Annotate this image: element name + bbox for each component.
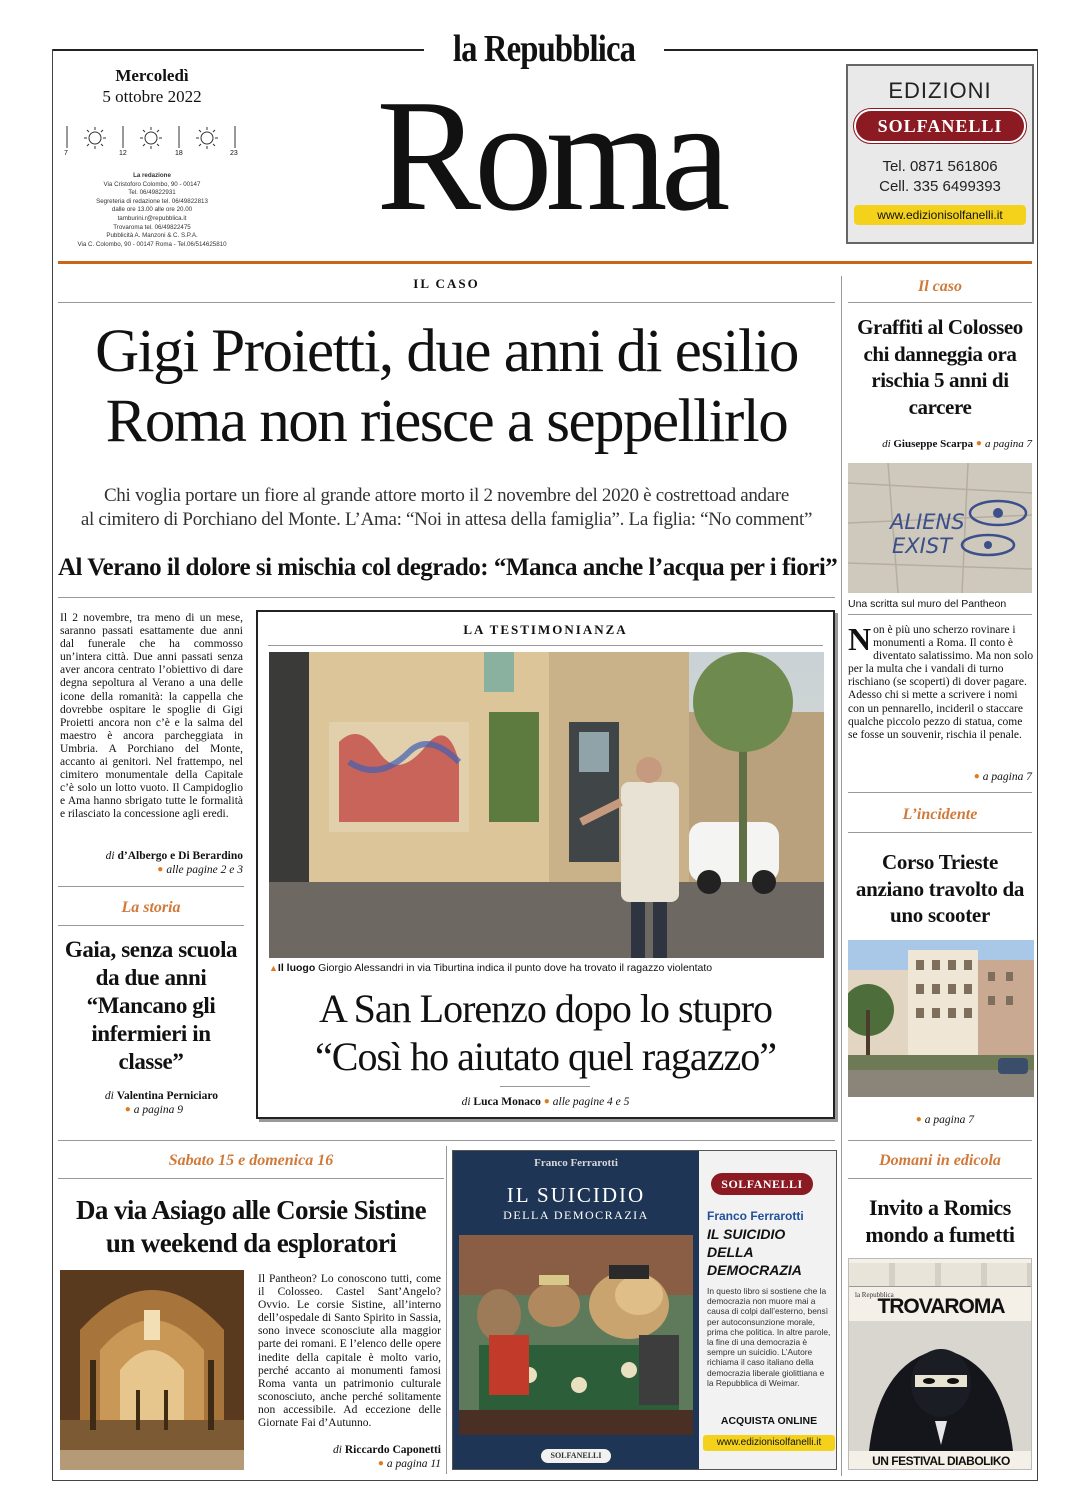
date-full: 5 ottobre 2022 bbox=[102, 87, 202, 106]
date-weekday: Mercoledì bbox=[115, 66, 189, 85]
weekend-kicker: Sabato 15 e domenica 16 bbox=[168, 1152, 334, 1169]
lead-kicker: IL CASO bbox=[413, 276, 480, 291]
redazione-block bbox=[58, 172, 246, 249]
book-ad-author: Franco Ferrarotti bbox=[707, 1209, 804, 1223]
ad-edizioni: EDIZIONI bbox=[888, 78, 992, 103]
masthead-rule-left bbox=[52, 49, 424, 51]
lead-kicker-rule bbox=[58, 302, 835, 303]
lead-summary-1: Chi voglia portare un fiore al grande attore morto il 2 novembre del 2020 è costrettoad andare bbox=[103, 485, 790, 506]
book-ad-title: IL SUICIDIO DELLA DEMOCRAZIA bbox=[707, 1226, 802, 1278]
trovaroma-cover[interactable] bbox=[848, 1258, 1032, 1470]
book-ad-publisher: SOLFANELLI bbox=[711, 1173, 813, 1195]
incidente-pages: ● a pagina 7 bbox=[848, 1114, 974, 1126]
caso-photo-graffiti-2: EXIST bbox=[892, 534, 953, 558]
caso-kicker: Il caso bbox=[918, 278, 962, 295]
caso-dropcap: N bbox=[848, 621, 872, 657]
lead-pages: ● alle pagine 2 e 3 bbox=[60, 864, 243, 876]
bottom-column-rule bbox=[446, 1146, 447, 1474]
caso-pages: ● a pagina 7 bbox=[976, 438, 1032, 450]
cover-title-2: DELLA DEMOCRAZIA bbox=[503, 1208, 649, 1222]
storia-kicker: La storia bbox=[121, 899, 181, 916]
lead-summary-2: al cimitero di Porchiano del Monte. L’Ama: “Noi in attesa della famiglia”. La figlia: “No comment” bbox=[80, 509, 813, 530]
column-rule-right bbox=[841, 276, 842, 1476]
redazione-line: Pubblicità A. Manzoni & C. S.P.A. bbox=[106, 232, 198, 240]
testimonianza-credit bbox=[258, 1096, 833, 1108]
testimonianza-headline-1: A San Lorenzo dopo lo stupro bbox=[318, 986, 773, 1031]
weekend-headline-2: un weekend da esploratori bbox=[105, 1228, 397, 1258]
mag-strip bbox=[849, 1263, 1032, 1287]
testimonianza-author-prefix: di bbox=[461, 1096, 471, 1108]
ad-brand: SOLFANELLI bbox=[854, 109, 1026, 143]
caso-photo-graffiti-1: ALIENS bbox=[890, 510, 965, 534]
time-18: 18 bbox=[175, 150, 183, 157]
caso-author: Giuseppe Scarpa bbox=[893, 438, 974, 450]
book-cover bbox=[453, 1151, 699, 1469]
edicola-rule bbox=[848, 1178, 1032, 1179]
storia-rule bbox=[58, 925, 244, 926]
cover-title-1: IL SUICIDIO bbox=[506, 1183, 646, 1207]
incidente-kicker: L’incidente bbox=[902, 806, 978, 823]
lead-headline-2: Roma non riesce a seppellirlo bbox=[105, 388, 788, 455]
caso-photo bbox=[848, 463, 1032, 593]
testimonianza-credit-rule bbox=[500, 1086, 590, 1087]
testimonianza-pages: ● alle pagine 4 e 5 bbox=[544, 1096, 630, 1108]
edicola-kicker: Domani in edicola bbox=[879, 1152, 1001, 1169]
incidente-rule-top bbox=[848, 792, 1032, 793]
caso-caption-rule bbox=[848, 614, 1032, 615]
caption-label: Il luogo bbox=[277, 962, 316, 974]
mag-name: TROVAROMA bbox=[877, 1295, 1005, 1318]
cover-painting bbox=[459, 1235, 693, 1435]
testimonianza-caption: ▲Il luogo Giorgio Alessandri in via Tiburtina indica il punto dove ha trovato il ragazzo violentato bbox=[269, 962, 713, 974]
masthead-brand: la Repubblica bbox=[452, 28, 636, 70]
weekend-rule bbox=[58, 1178, 444, 1179]
redazione-line: tamburini.r@repubblica.it bbox=[117, 214, 187, 222]
weekend-author: Riccardo Caponetti bbox=[344, 1444, 441, 1456]
redazione-line: Via Cristoforo Colombo, 90 - 00147 bbox=[103, 180, 201, 188]
frame-bottom bbox=[52, 1480, 1038, 1481]
testimonianza-photo bbox=[269, 652, 824, 958]
storia-credit bbox=[58, 1090, 218, 1102]
redazione-line: Trovaroma tel. 06/49822475 bbox=[113, 223, 191, 231]
caso-caption: Una scritta sul muro del Pantheon bbox=[848, 598, 1007, 610]
weather-strip bbox=[62, 124, 242, 162]
incidente-photo bbox=[848, 940, 1034, 1097]
storia-rule-top bbox=[58, 886, 244, 887]
time-7: 7 bbox=[64, 150, 68, 157]
book-ad-blurb: In questo libro si sostiene che la democrazia non muore mai a causa di colpi dall’esterno, bensì per autoconsunzione morale, prima che politica. In altre parole, la fine di una democrazia è sempre un suicidio. L’Autore richiama il caso italiano della democrazia liberale giolittiana e la Repubblica di Weimar. bbox=[707, 1286, 831, 1388]
frame-right bbox=[1037, 49, 1038, 1481]
masthead-city: Roma bbox=[376, 66, 724, 244]
mag-small: la Repubblica bbox=[855, 1291, 894, 1299]
redazione-line: Tel. 06/49822931 bbox=[128, 189, 176, 197]
caso-author-prefix: di bbox=[882, 438, 891, 450]
storia-author-prefix: di bbox=[104, 1090, 114, 1102]
caso-body-pages: ● a pagina 7 bbox=[848, 771, 1032, 783]
storia-headline: Gaia, senza scuola da due anni “Mancano gli infermieri in classe” bbox=[64, 937, 238, 1074]
sun-icon-row bbox=[62, 124, 242, 162]
caso-headline: Graffiti al Colosseo chi danneggia ora rischia 5 anni di carcere bbox=[857, 315, 1023, 419]
masthead-rule-right bbox=[664, 49, 1038, 51]
edicola-rule-top bbox=[848, 1140, 1032, 1141]
frame-left bbox=[52, 49, 53, 1481]
top-ad[interactable] bbox=[846, 64, 1034, 244]
lead-author-prefix: di bbox=[105, 850, 115, 862]
cover-author: Franco Ferrarotti bbox=[534, 1157, 618, 1169]
time-23: 23 bbox=[230, 150, 238, 157]
caso-body: on è più uno scherzo rovinare i monumenti a Roma. Il conto è diventato salatissimo. Ma non solo per la multa che i vandali di turno rischiano (se scoperti) di dover pagare. Adesso chi si mette a scrivere i nomi con un pennarello, incideril o staccare qualche piccolo pezzo di statua, come se fosse un souvenir, rischia il penale. bbox=[848, 624, 1034, 741]
incidente-rule bbox=[848, 832, 1032, 833]
weekend-credit bbox=[258, 1444, 441, 1456]
incidente-headline: Corso Trieste anziano travolto da uno scooter bbox=[855, 850, 1025, 927]
lead-author: d’Albergo e Di Berardino bbox=[117, 850, 243, 862]
caso-body-block bbox=[848, 621, 1034, 742]
testimonianza-kicker: LA TESTIMONIANZA bbox=[463, 622, 628, 637]
lead-subhead: Al Verano il dolore si mischia col degrado: “Manca anche l’acqua per i fiori” bbox=[58, 554, 838, 581]
weekend-body: Il Pantheon? Lo conoscono tutti, come il Colosseo. Castel Sant’Angelo? Ovvio. Le corsie Sistine, all’interno dell’ospedale di Santo Spirito in Sassia, sono invece sconosciute alla maggior parte dei romani. E l’elenco delle opere inedite della capitale è molto vario, perché accanto ai monumenti famosi Roma vanta un patrimonio culturale sconosciuto, anche perché solitamente non accessibile. Ad eccezione delle Giornate Fai d’Autunno. bbox=[258, 1273, 441, 1430]
redazione-line: dalle ore 13.00 alle ore 20.00 bbox=[111, 206, 193, 214]
book-ad-url[interactable]: www.edizionisolfanelli.it bbox=[703, 1435, 835, 1451]
book-ad-cta[interactable]: ACQUISTA ONLINE bbox=[720, 1415, 818, 1427]
caption-text: Giorgio Alessandri in via Tiburtina indica il punto dove ha trovato il ragazzo violentato bbox=[318, 962, 713, 974]
weekend-pages: ● a pagina 11 bbox=[258, 1458, 441, 1470]
caso-credit bbox=[846, 438, 1032, 450]
lead-headline-1: Gigi Proietti, due anni di esilio bbox=[95, 318, 798, 385]
mag-illustration bbox=[849, 1321, 1032, 1451]
lead-subhead-rule bbox=[58, 597, 835, 598]
bottom-row-rule bbox=[58, 1140, 835, 1141]
redazione-line: Via C. Colombo, 90 - 00147 Roma - Tel.06/514625810 bbox=[77, 240, 227, 248]
cover-publisher: SOLFANELLI bbox=[541, 1449, 611, 1463]
time-12: 12 bbox=[119, 150, 127, 157]
weekend-author-prefix: di bbox=[333, 1444, 342, 1456]
storia-pages: ● a pagina 9 bbox=[58, 1104, 183, 1116]
testimonianza-headline-2: “Così ho aiutato quel ragazzo” bbox=[315, 1034, 776, 1079]
orange-rule bbox=[58, 261, 1032, 264]
edicola-headline: Invito a Romics mondo a fumetti bbox=[865, 1195, 1015, 1247]
ad-cell: Cell. 335 6499393 bbox=[879, 178, 1001, 195]
mag-footer: UN FESTIVAL DIABOLIKO bbox=[849, 1452, 1032, 1470]
lead-body: Il 2 novembre, tra meno di un mese, saranno passati esattamente due anni dal funerale che ha commosso un’intera città. Due anni passati senza aver ancora centrato l’obiettivo di dare degna sepoltura al Verano a una delle icone della romanità: la cappella che dovrebbe ospitare le spoglie di Gigi Proietti ancora non c’è e la salma del maestro è ancora parcheggiata in Umbria. A Porchiano del Monte, accanto ai genitori. Nel frattempo, nel cimitero monumentale della Capitale c’è solo un lotto vuoto. Il Campidoglio e Ama hanno sbrigato tutte le formalità e rilasciato la concessione agli eredi. bbox=[60, 612, 243, 821]
caso-rule bbox=[848, 302, 1032, 303]
lead-credit bbox=[60, 850, 243, 862]
ad-url[interactable]: www.edizionisolfanelli.it bbox=[854, 205, 1026, 225]
testimonianza-author: Luca Monaco bbox=[473, 1096, 541, 1108]
weekend-headline-1: Da via Asiago alle Corsie Sistine bbox=[76, 1195, 426, 1225]
weekend-photo bbox=[60, 1270, 244, 1470]
redazione-line: Segreteria di redazione tel. 06/49822813 bbox=[96, 197, 208, 205]
testimonianza-rule bbox=[268, 645, 823, 646]
storia-author: Valentina Perniciaro bbox=[116, 1090, 218, 1102]
redazione-title: La redazione bbox=[133, 172, 171, 179]
book-ad[interactable] bbox=[452, 1150, 837, 1470]
ad-tel: Tel. 0871 561806 bbox=[882, 158, 998, 175]
